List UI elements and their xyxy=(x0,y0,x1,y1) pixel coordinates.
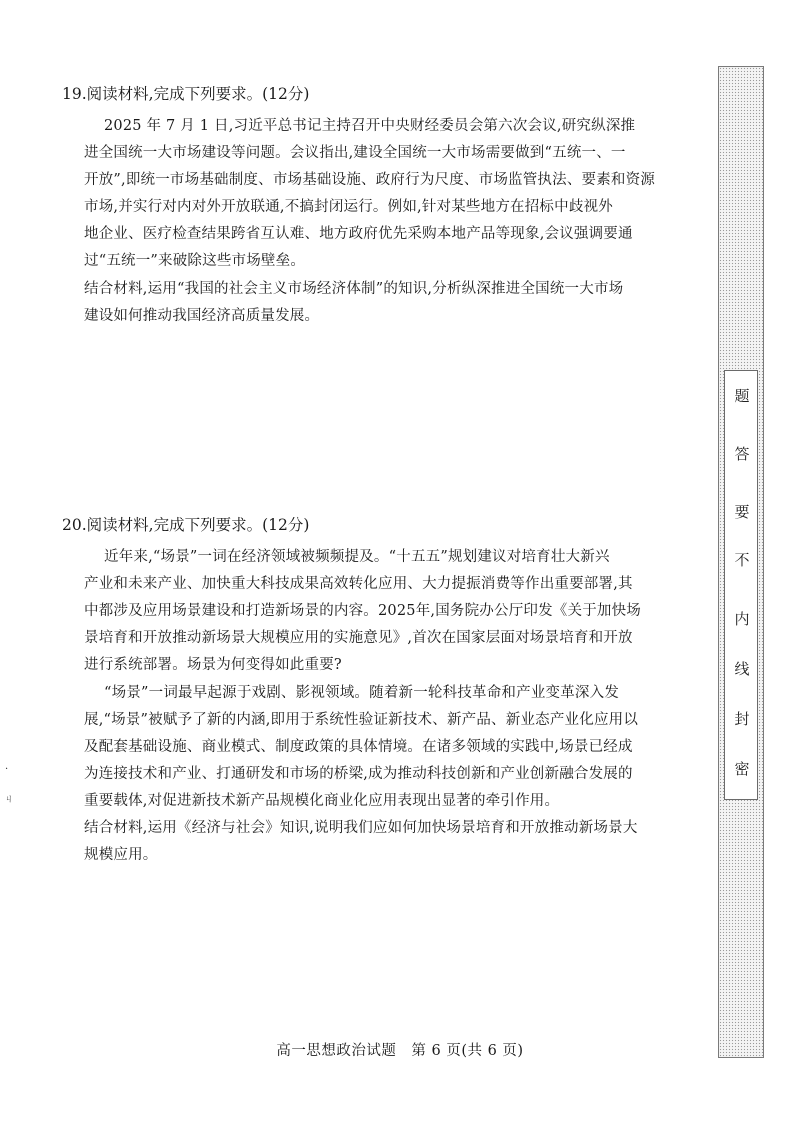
q20-line: 近年来,“场景”一词在经济领域被频频提及。“十五五”规划建议对培育壮大新兴 xyxy=(104,549,610,565)
q20-line: 进行系统部署。场景为何变得如此重要? xyxy=(84,657,342,673)
q19-heading: 19.阅读材料,完成下列要求。(12分) xyxy=(62,85,310,103)
margin-mark: · xyxy=(5,764,9,775)
seal-char: 不 xyxy=(734,551,750,569)
q20-requirement: 结合材料,运用《经济与社会》知识,说明我们应如何加快场景培育和开放推动新场景大 xyxy=(84,820,638,836)
q20-line: “场景”一词最早起源于戏剧、影视领域。随着新一轮科技革命和产业变革深入发 xyxy=(104,685,620,701)
seal-char: 题 xyxy=(734,387,750,405)
page-footer: 高一思想政治试题 第 6 页(共 6 页) xyxy=(276,1043,524,1059)
q20-requirement: 规模应用。 xyxy=(84,847,158,863)
q20-line: 重要载体,对促进新技术新产品规模化商业化应用表现出显著的牵引作用。 xyxy=(84,793,560,809)
seal-char: 内 xyxy=(734,610,750,628)
margin-mark: ㄐ xyxy=(4,794,14,805)
q19-line: 2025 年 7 月 1 日,习近平总书记主持召开中央财经委员会第六次会议,研究纵深推 xyxy=(104,118,636,134)
q20-line: 展,“场景”被赋予了新的内涵,即用于系统性验证新技术、新产品、新业态产业化应用以 xyxy=(84,712,639,728)
q19-line: 开放”,即统一市场基础制度、市场基础设施、政府行为尺度、市场监管执法、要素和资源 xyxy=(84,172,656,188)
seal-char: 封 xyxy=(734,710,750,728)
q19-line: 市场,并实行对内对外开放联通,不搞封闭运行。例如,针对某些地方在招标中歧视外 xyxy=(84,199,613,215)
q19-requirement: 建设如何推动我国经济高质量发展。 xyxy=(84,308,320,324)
q20-line: 中都涉及应用场景建设和打造新场景的内容。2025年,国务院办公厅印发《关于加快场 xyxy=(84,603,642,619)
seal-char: 线 xyxy=(734,660,750,678)
q20-line: 景培育和开放推动新场景大规模应用的实施意见》,首次在国家层面对场景培育和开放 xyxy=(84,630,633,646)
q19-line: 地企业、医疗检查结果跨省互认难、地方政府优先采购本地产品等现象,会议强调要通 xyxy=(84,226,633,242)
seal-char: 答 xyxy=(734,445,750,463)
seal-char: 密 xyxy=(734,760,750,778)
seal-label-box xyxy=(724,370,758,800)
q19-requirement: 结合材料,运用“我国的社会主义市场经济体制”的知识,分析纵深推进全国统一大市场 xyxy=(84,281,624,297)
q20-line: 及配套基础设施、商业模式、制度政策的具体情境。在诸多领域的实践中,场景已经成 xyxy=(84,739,633,755)
seal-char: 要 xyxy=(734,503,750,521)
q20-heading: 20.阅读材料,完成下列要求。(12分) xyxy=(62,516,310,534)
q19-line: 进全国统一大市场建设等问题。会议指出,建设全国统一大市场需要做到“五统一、一 xyxy=(84,145,626,161)
q19-line: 过“五统一”来破除这些市场壁垒。 xyxy=(84,253,306,269)
q20-line: 产业和未来产业、加快重大科技成果高效转化应用、大力提振消费等作出重要部署,其 xyxy=(84,576,633,592)
q20-line: 为连接技术和产业、打通研发和市场的桥梁,成为推动科技创新和产业创新融合发展的 xyxy=(84,766,633,782)
